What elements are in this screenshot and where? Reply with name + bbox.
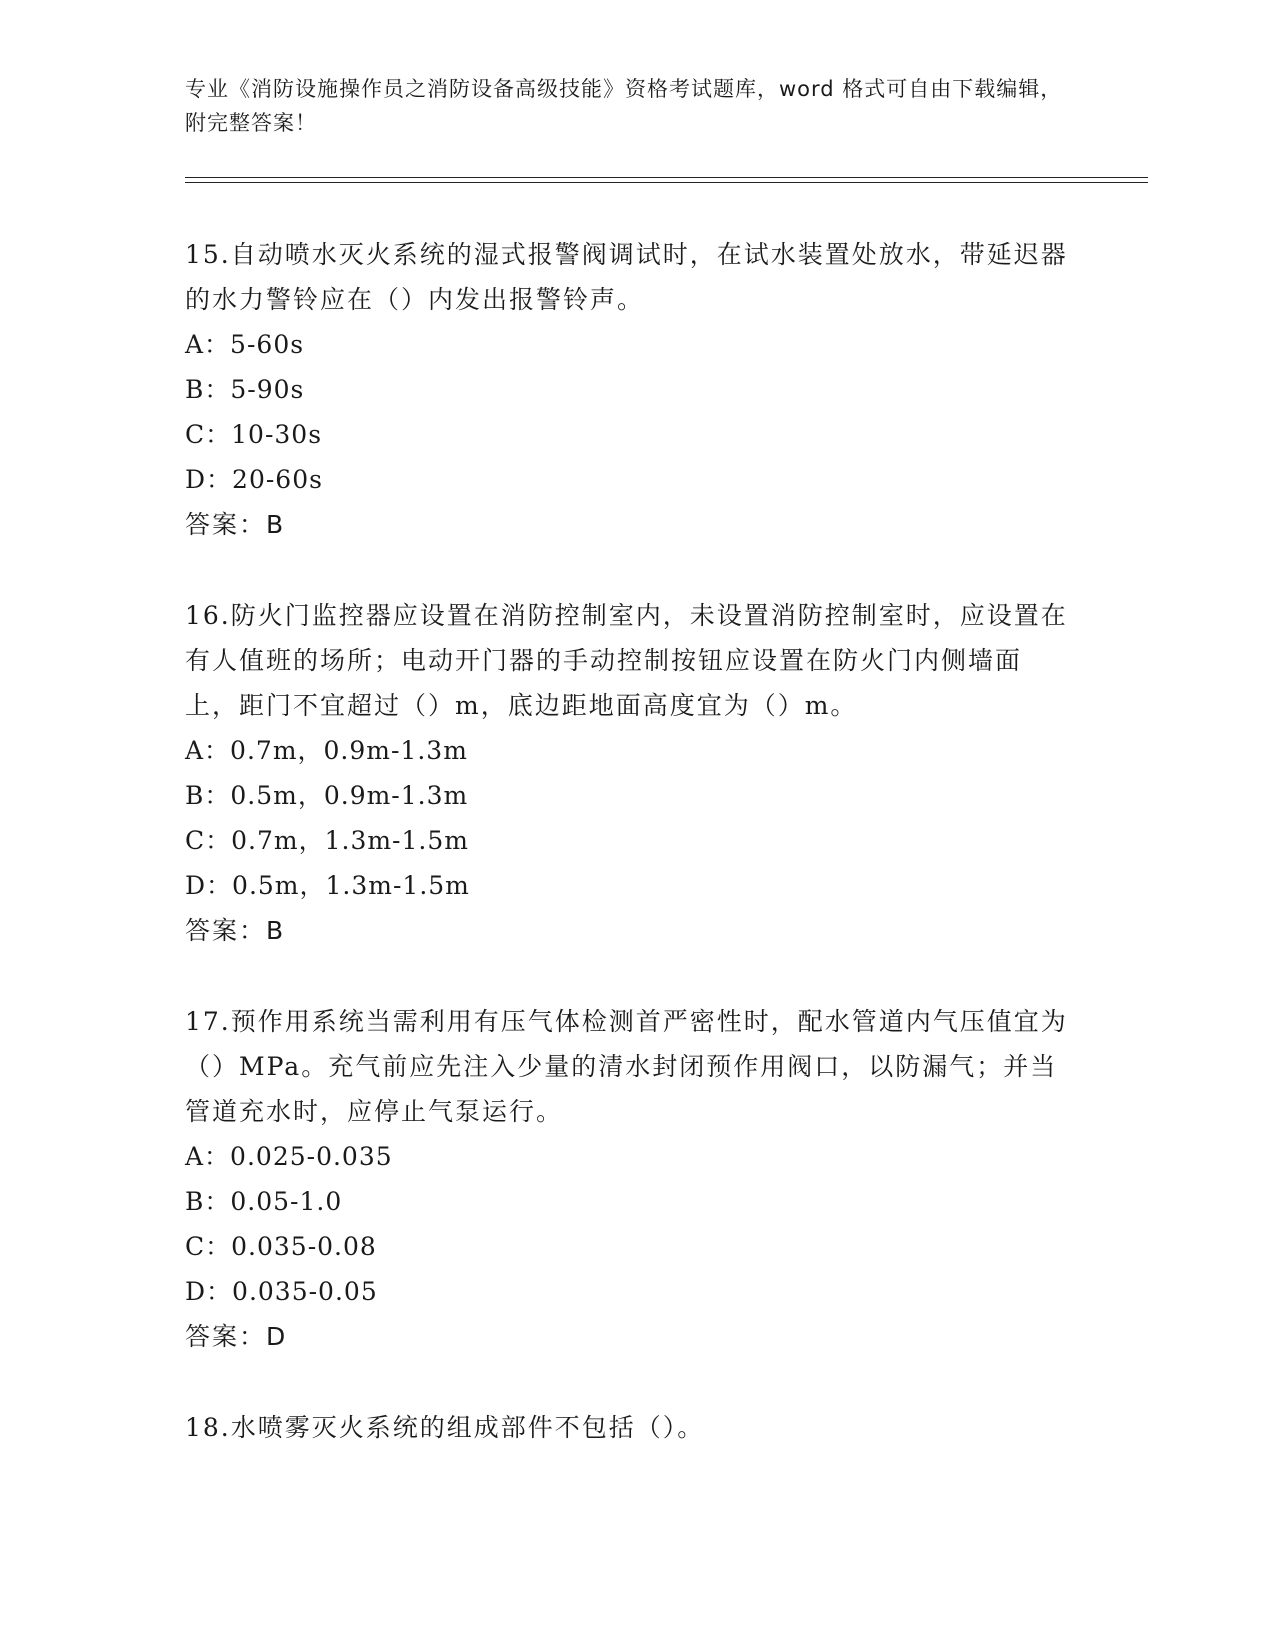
question-stem: 16.防火门监控器应设置在消防控制室内，未设置消防控制室时，应设置在有人值班的场所；电动开门器的手动控制按钮应设置在防火门内侧墙面上，距门不宜超过（）m，底边距地面高度宜为（）m。 — [185, 601, 1068, 720]
option-c: C：0.7m，1.3m-1.5m — [185, 826, 469, 855]
question-17 — [185, 999, 1075, 1359]
header-divider — [185, 177, 1148, 183]
question-stem: 18.水喷雾灭火系统的组成部件不包括（）。 — [185, 1413, 705, 1442]
answer-line: 答案：B — [185, 916, 286, 945]
question-stem: 17.预作用系统当需利用有压气体检测首严密性时，配水管道内气压值宜为（）MPa。充气前应先注入少量的清水封闭预作用阀口，以防漏气；并当管道充水时，应停止气泵运行。 — [185, 1007, 1068, 1126]
option-b: B：0.05-1.0 — [185, 1187, 343, 1216]
option-a: A：0.7m，0.9m-1.3m — [185, 736, 468, 765]
question-list — [185, 232, 1075, 1496]
option-c: C：10-30s — [185, 420, 323, 449]
option-c: C：0.035-0.08 — [185, 1232, 377, 1261]
option-b: B：5-90s — [185, 375, 305, 404]
question-stem: 15.自动喷水灭火系统的湿式报警阀调试时，在试水装置处放水，带延迟器的水力警铃应在（）内发出报警铃声。 — [185, 240, 1068, 314]
answer-line: 答案：B — [185, 510, 286, 539]
option-d: D：20-60s — [185, 465, 323, 494]
option-b: B：0.5m，0.9m-1.3m — [185, 781, 469, 810]
question-15 — [185, 232, 1075, 547]
question-18 — [185, 1405, 1075, 1450]
answer-line: 答案：D — [185, 1322, 288, 1351]
option-d: D：0.035-0.05 — [185, 1277, 378, 1306]
question-16 — [185, 593, 1075, 953]
option-a: A：0.025-0.035 — [185, 1142, 393, 1171]
page-header: 专业《消防设施操作员之消防设备高级技能》资格考试题库，word 格式可自由下载编辑，附完整答案！ — [185, 77, 1063, 135]
option-a: A：5-60s — [185, 330, 305, 359]
option-d: D：0.5m，1.3m-1.5m — [185, 871, 470, 900]
